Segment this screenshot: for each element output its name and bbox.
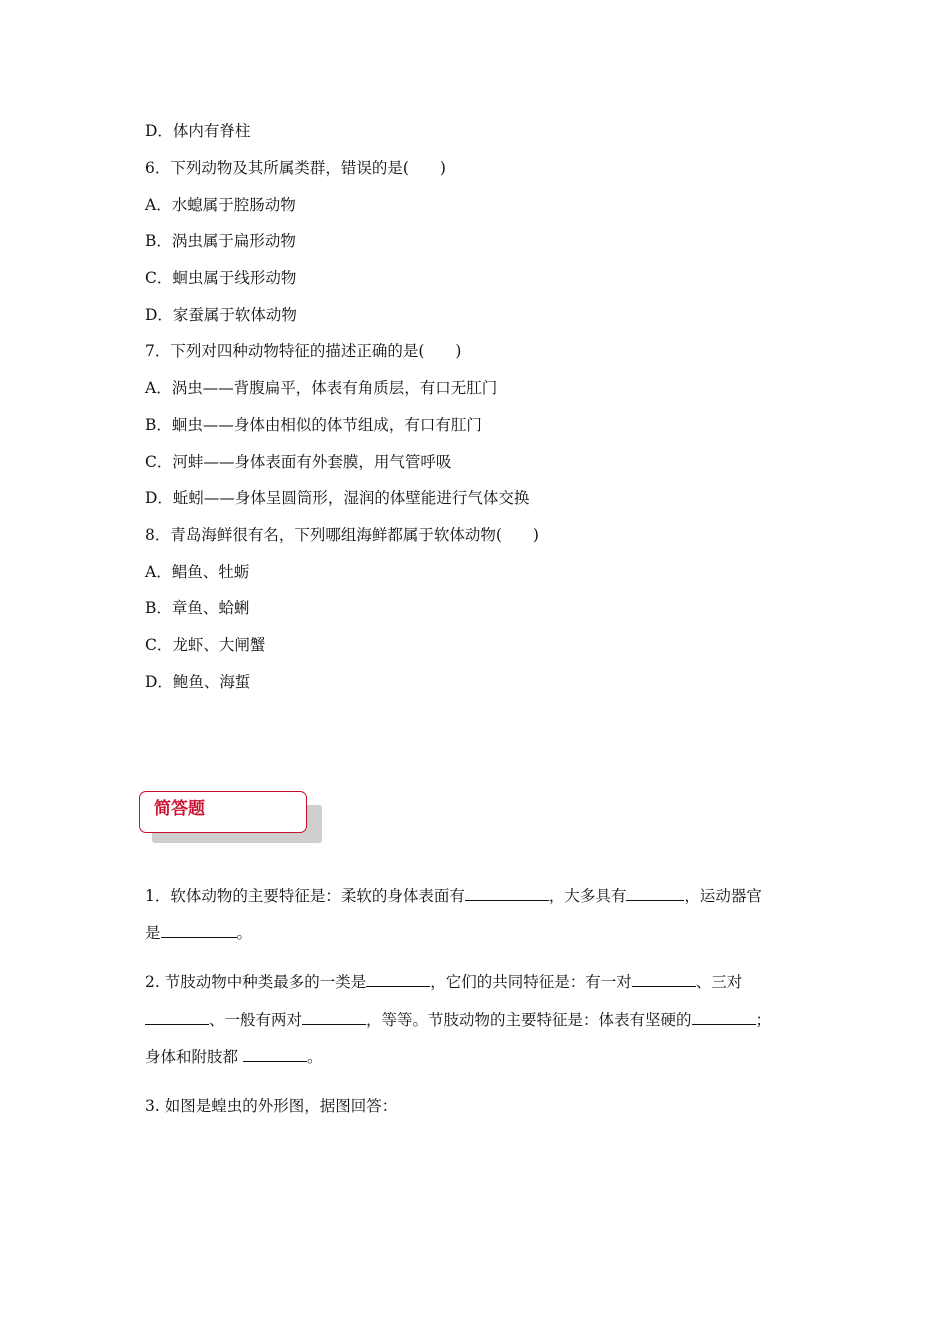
q7-option-a: A．涡虫——背腹扁平，体表有角质层，有口无肛门 (145, 379, 498, 397)
q8-option-a: A．鲳鱼、牡蛎 (145, 563, 250, 581)
sa-q1-blank-1[interactable] (465, 885, 549, 901)
q6-option-b: B．涡虫属于扁形动物 (145, 232, 296, 250)
sa-q2-blank-3[interactable] (145, 1009, 209, 1025)
sa-q2-line1 (145, 971, 742, 992)
q7-option-c: C．河蚌——身体表面有外套膜，用气管呼吸 (145, 453, 452, 471)
sa-q2-line2 (145, 1009, 771, 1030)
sa-q2-line3 (145, 1046, 322, 1067)
sa-q2-blank-2[interactable] (632, 971, 696, 987)
q6-option-c: C．蛔虫属于线形动物 (145, 269, 297, 287)
sa-q1-blank-3[interactable] (161, 922, 237, 938)
sa-q1-line1 (145, 885, 762, 906)
sa-q2-text-7: 身体和附肢都 (145, 1048, 243, 1066)
q6-option-d: D．家蚕属于软体动物 (145, 306, 297, 324)
sa-q2-text-3: 、三对 (695, 973, 743, 991)
q6-stem: 6．下列动物及其所属类群，错误的是( ) (145, 159, 446, 177)
sa-q1-blank-2[interactable] (626, 885, 684, 901)
sa-q2-text-5: ，等等。节肢动物的主要特征是：体表有坚硬的 (366, 1011, 692, 1029)
sa-q2-text-1: 2. 节肢动物中种类最多的一类是 (145, 973, 367, 991)
q7-stem: 7．下列对四种动物特征的描述正确的是( ) (145, 342, 462, 360)
q6-option-a: A．水螅属于腔肠动物 (145, 196, 296, 214)
sa-q2-text-8: 。 (306, 1048, 323, 1066)
sa-q2-blank-5[interactable] (692, 1009, 756, 1025)
sa-q1-line2 (145, 922, 252, 943)
sa-q1-text-4: 是 (145, 924, 161, 942)
sa-q1-text-1: 1．软体动物的主要特征是：柔软的身体表面有 (145, 887, 465, 905)
q8-option-c: C．龙虾、大闸蟹 (145, 636, 266, 654)
q8-option-b: B．章鱼、蛤蜊 (145, 599, 250, 617)
sa-q2-blank-4[interactable] (302, 1009, 366, 1025)
sa-q2-text-6: ； (755, 1011, 772, 1029)
sa-q3-line1: 3. 如图是蝗虫的外形图，据图回答： (145, 1097, 398, 1115)
sa-q1-text-2: ，大多具有 (548, 887, 627, 905)
sa-q2-text-4: 、一般有两对 (209, 1011, 303, 1029)
q7-option-d: D．蚯蚓——身体呈圆筒形，湿润的体壁能进行气体交换 (145, 489, 530, 507)
q8-option-d: D．鲍鱼、海蜇 (145, 673, 251, 691)
section-header-box (139, 791, 307, 833)
sa-q1-text-5: 。 (236, 924, 253, 942)
q8-stem: 8．青岛海鲜很有名，下列哪组海鲜都属于软体动物( ) (145, 526, 539, 544)
section-header-short-answer (139, 791, 307, 833)
sa-q2-text-2: ，它们的共同特征是：有一对 (430, 973, 632, 991)
sa-q2-blank-1[interactable] (366, 971, 430, 987)
q7-option-b: B．蛔虫——身体由相似的体节组成，有口有肛门 (145, 416, 482, 434)
sa-q2-blank-6[interactable] (243, 1046, 307, 1062)
section-title: 简答题 (154, 799, 205, 819)
q5-option-d: D．体内有脊柱 (145, 122, 251, 140)
sa-q1-text-3: ，运动器官 (684, 887, 762, 905)
